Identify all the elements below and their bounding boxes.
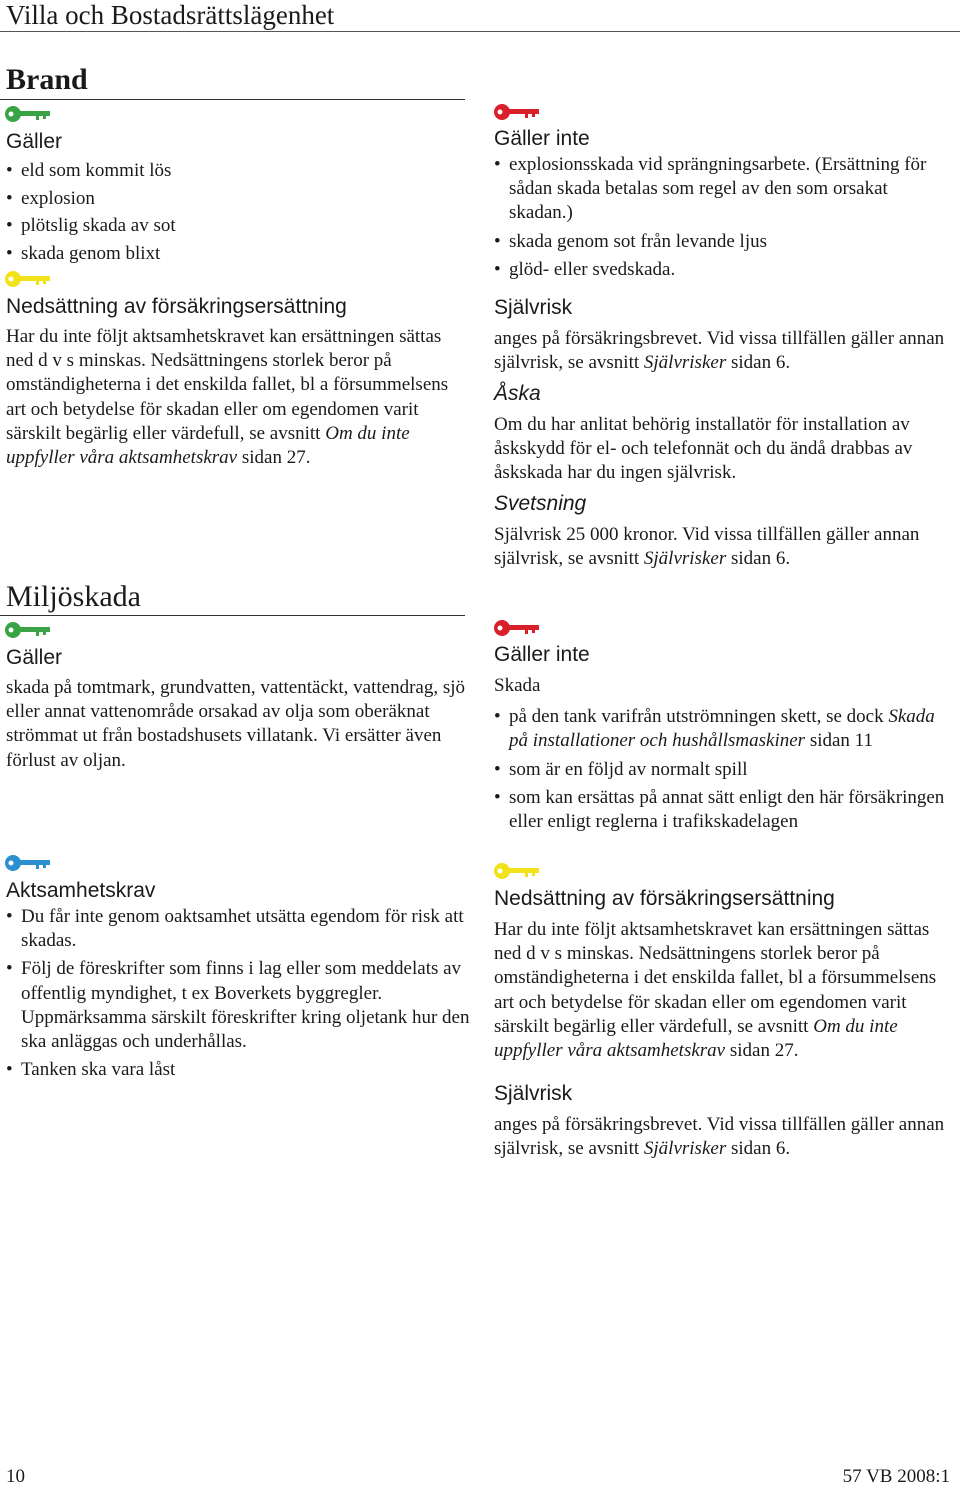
blue-key-icon	[4, 852, 52, 874]
reduction-body: Har du inte följt aktsamhetskravet kan ersättningen sättas ned d v s minskas. Nedsättningens storlek beror på omständigheterna i det enskilda fallet, bl a försummelsens art och betydelse för skadan eller om egendomen varit särskilt begärlig eller värdefull, se avsnitt	[494, 919, 937, 1037]
list-item: • eld som kommit lös	[6, 157, 471, 185]
sjalvrisk-body: anges på försäkringsbrevet. Vid vissa tillfällen gäller annan självrisk, se avsnitt	[494, 1114, 945, 1160]
miljo-galler-inte-block	[494, 642, 956, 834]
brand-reduction-heading: Nedsättning av försäkringsersättning	[6, 295, 347, 318]
yellow-key-icon	[493, 860, 541, 882]
aska-text: Om du har anlitat behörig installatör för installation av åskskydd för el- och telefonnät och du ändå drabbas av åskskada har du ingen självrisk.	[494, 414, 913, 484]
brand-galler-inte-heading: Gäller inte	[494, 127, 590, 150]
brand-sjalvrisk-text	[494, 327, 956, 375]
list-item: • skada genom sot från levande ljus	[494, 230, 956, 254]
miljo-galler-inte-heading: Gäller inte	[494, 643, 590, 666]
aktsamhet-list	[6, 905, 471, 1082]
miljoskada-title-wrap	[6, 580, 471, 614]
sjalvrisk-reference: Självrisker	[643, 1138, 727, 1160]
reduction-reference: Om du inte uppfyller våra aktsamhetskrav	[6, 422, 410, 469]
sjalvrisk-page: sidan 6.	[730, 352, 791, 374]
list-item: • explosionsskada vid sprängningsarbete. (Ersättning för sådan skada betalas som regel av den som orsakat skadan.)	[494, 153, 956, 226]
list-item: • Tanken ska vara låst	[6, 1058, 471, 1082]
svetsning-text	[494, 523, 956, 571]
aktsamhet-block	[6, 878, 471, 1082]
miljo-galler-inte-list	[494, 705, 956, 834]
miljoskada-galler-heading: Gäller	[6, 646, 63, 669]
sjalvrisk-page: sidan 6.	[730, 1138, 791, 1160]
list-item	[494, 705, 956, 753]
sjalvrisk-body: anges på försäkringsbrevet. Vid vissa tillfällen gäller annan självrisk, se avsnitt	[494, 328, 945, 374]
green-key-icon	[4, 103, 52, 125]
brand-galler-inte-block	[494, 126, 956, 282]
aska-block	[494, 381, 956, 486]
miljo-reduction-block	[494, 886, 956, 1063]
miljo-galler-inte-intro: Skada	[494, 675, 541, 696]
miljo-sjalvrisk-heading: Självrisk	[494, 1082, 573, 1105]
svetsning-body: Självrisk 25 000 kronor. Vid vissa tillfällen gäller annan självrisk, se avsnitt	[494, 524, 920, 570]
reduction-page: sidan 27.	[729, 1040, 799, 1062]
miljoskada-title: Miljöskada	[6, 580, 141, 613]
svetsning-block	[494, 491, 956, 571]
sjalvrisk-reference: Självrisker	[643, 352, 727, 374]
brand-reduction-text	[6, 325, 471, 470]
brand-section-title-wrap	[6, 63, 471, 97]
header-divider	[0, 31, 960, 32]
brand-title: Brand	[6, 63, 88, 96]
list-item: • glöd- eller svedskada.	[494, 258, 956, 282]
red-key-icon	[493, 101, 541, 123]
list-item: • som är en följd av normalt spill	[494, 758, 956, 782]
miljo-sjalvrisk-block	[494, 1081, 956, 1161]
brand-reduction-block	[6, 294, 471, 470]
list-item: • explosion	[6, 185, 471, 213]
miljo-reduction-text	[494, 918, 956, 1063]
document-code: 57 VB 2008:1	[842, 1466, 950, 1487]
aktsamhet-heading: Aktsamhetskrav	[6, 879, 156, 902]
brand-galler-block	[6, 129, 471, 267]
aska-heading: Åska	[494, 382, 541, 405]
item-text: på den tank varifrån utströmningen skett, se dock	[509, 706, 884, 728]
green-key-icon	[4, 619, 52, 641]
svetsning-page: sidan 6.	[730, 548, 791, 570]
item-page: sidan 11	[809, 730, 873, 752]
miljoskada-title-divider	[0, 615, 465, 616]
brand-galler-inte-list	[494, 153, 956, 282]
reduction-page: sidan 27.	[241, 447, 311, 469]
yellow-key-icon	[4, 268, 52, 290]
list-item: • som kan ersättas på annat sätt enligt den här försäkringen eller enligt reglerna i trafikskadelagen	[494, 786, 956, 834]
brand-title-divider	[0, 99, 465, 100]
brand-sjalvrisk-heading: Självrisk	[494, 296, 573, 319]
miljoskada-galler-block	[6, 645, 471, 773]
reduction-reference: Om du inte uppfyller våra aktsamhetskrav	[494, 1015, 898, 1062]
page-title: Villa och Bostadsrättslägenhet	[6, 0, 335, 30]
svetsning-reference: Självrisker	[643, 548, 727, 570]
miljoskada-galler-text: skada på tomtmark, grundvatten, vattentäckt, vattendrag, sjö eller annat vattenområde orsakad av olja som oberäknat strömmat ut från bostadshusets villatank. Vi ersätter även förlust av oljan.	[6, 677, 466, 771]
red-key-icon	[493, 617, 541, 639]
list-item: • skada genom blixt	[6, 240, 471, 268]
miljo-sjalvrisk-text	[494, 1113, 956, 1161]
brand-galler-heading: Gäller	[6, 130, 63, 153]
list-item: • Följ de föreskrifter som finns i lag eller som meddelats av offentlig myndighet, t ex Boverkets byggregler. Uppmärksamma särskilt föreskrifter kring oljetank hur den ska anläggas och underhållas.	[6, 957, 471, 1054]
item-reference: Skada på installationer och hushållsmaskiner	[509, 706, 935, 752]
miljo-reduction-heading: Nedsättning av försäkringsersättning	[494, 887, 835, 910]
list-item: • plötslig skada av sot	[6, 212, 471, 240]
brand-galler-list	[6, 157, 471, 267]
page-number: 10	[6, 1466, 25, 1487]
reduction-body: Har du inte följt aktsamhetskravet kan ersättningen sättas ned d v s minskas. Nedsättningens storlek beror på omständigheterna i det enskilda fallet, bl a försummelsens art och betydelse för skadan eller om egendomen varit särskilt begärlig eller värdefull, se avsnitt	[6, 326, 449, 444]
list-item: • Du får inte genom oaktsamhet utsätta egendom för risk att skadas.	[6, 905, 471, 953]
svetsning-heading: Svetsning	[494, 492, 587, 515]
brand-sjalvrisk-block	[494, 295, 956, 375]
